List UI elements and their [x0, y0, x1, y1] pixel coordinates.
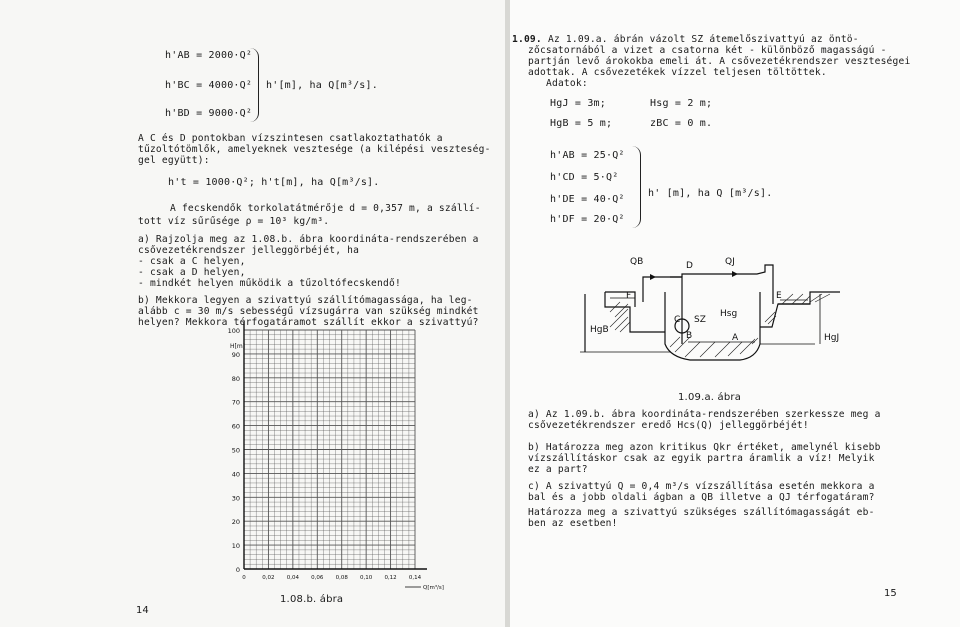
paragraph-line: gel együtt):: [138, 155, 210, 166]
label-hgb: HgB: [590, 325, 609, 335]
y-tick-label: 50: [231, 446, 240, 455]
right-bank-profile: [760, 292, 840, 327]
pump-diagram: [510, 232, 960, 392]
x-tick-label: 0,10: [360, 575, 373, 581]
y-axis-label: H[m]: [230, 343, 246, 350]
task-line: bal és a jobb oldali ágban a QB illetve a QJ térfogatáram?: [528, 492, 875, 503]
y-tick-label: 20: [231, 518, 240, 527]
y-tick-label: 30: [231, 494, 240, 503]
label-qb: QB: [630, 257, 644, 267]
intro-line: Az 1.09.a. ábrán vázolt SZ átemelőszivattyú az öntö-: [548, 34, 859, 45]
heading-number: 1.09.: [512, 34, 542, 45]
paragraph-line: A C és D pontokban vízszintesen csatlakoztathatók a: [138, 133, 443, 144]
page-number: 15: [884, 588, 897, 599]
pipe-riser: [670, 277, 682, 320]
task-line: ez a part?: [528, 464, 588, 475]
x-tick-label: 0,08: [335, 575, 348, 581]
data-hgb: HgB = 5 m;: [550, 118, 613, 129]
formula-hcd: h'CD = 5·Q²: [550, 172, 619, 183]
task-line: - csak a D helyen,: [138, 267, 246, 278]
paragraph-line: A fecskendők torkolatátmérője d = 0,357 m, a szállí-: [170, 203, 481, 214]
task-line: csővezetékrendszer jelleggörbéjét, ha: [138, 245, 360, 256]
formula-units: h'[m], ha Q[m³/s].: [266, 80, 378, 91]
label-f: F: [626, 291, 632, 301]
y-tick-label: 40: [231, 470, 240, 479]
formula-hbc: h'BC = 4000·Q²: [165, 80, 253, 91]
label-qj: QJ: [725, 257, 735, 267]
label-hgj: HgJ: [824, 333, 840, 343]
task-line: b) Határozza meg azon kritikus Qkr értéket, amelynél kisebb: [528, 442, 881, 453]
y-tick-label: 60: [231, 422, 240, 431]
task-line: a) Az 1.09.b. ábra koordináta-rendszerében szerkessze meg a: [528, 409, 881, 420]
y-tick-label: 70: [231, 398, 240, 407]
task-line: csővezetékrendszer eredő Hcs(Q) jelleggörbéjét!: [528, 420, 809, 431]
label-sz: SZ: [694, 315, 706, 325]
label-a: A: [732, 333, 739, 343]
label-e: E: [776, 291, 782, 301]
task-line: Határozza meg a szivattyú szükséges szállítómagasságát eb-: [528, 507, 875, 518]
task-line: helyen? Mekkora térfogatáramot szállít ekkor a szivattyú?: [138, 317, 479, 328]
label-c: C: [674, 315, 681, 325]
task-line: - mindkét helyen működik a tűzoltófecskendő!: [138, 278, 401, 289]
figure-caption: 1.09.a. ábra: [678, 392, 742, 403]
page-number: 14: [136, 605, 149, 616]
formula-hdf: h'DF = 20·Q²: [550, 214, 625, 225]
task-line: - csak a C helyen,: [138, 256, 246, 267]
task-line: b) Mekkora legyen a szivattyú szállítómagassága, ha leg-: [138, 295, 473, 306]
x-tick-label: 0,14: [408, 575, 422, 581]
task-line: c) A szivattyú Q = 0,4 m³/s vízszállítása esetén mekkora a: [528, 481, 875, 492]
y-tick-label: 0: [235, 566, 240, 574]
x-tick-label: 0,12: [384, 575, 397, 581]
task-line: vízszállításkor csak az egyik partra áramlik a víz! Melyik: [528, 453, 875, 464]
paragraph-line: tűzoltótömlők, amelyeknek vesztesége (a kilépési veszteség-: [138, 144, 491, 155]
label-hsg: Hsg: [720, 309, 738, 319]
right-page: [510, 0, 960, 627]
adatok-label: Adatok:: [546, 78, 588, 89]
y-tick-label: 80: [231, 374, 240, 383]
data-hsg: Hsg = 2 m;: [650, 98, 713, 109]
task-line: alább c = 30 m/s sebességű vízsugárra van szükség mindkét: [138, 306, 479, 317]
y-tick-label: 100: [227, 327, 240, 335]
brace-right: [632, 146, 641, 228]
x-tick-label: 0: [242, 575, 246, 581]
x-axis-label: Q[m³/s]: [423, 585, 444, 591]
formula-ht: h't = 1000·Q²; h't[m], ha Q[m³/s].: [168, 177, 380, 188]
figure-caption: 1.08.b. ábra: [280, 594, 344, 605]
pipe-left: [643, 277, 682, 302]
label-b: B: [686, 331, 693, 341]
paragraph-line: tott víz sűrűsége ρ = 10³ kg/m³.: [138, 216, 330, 227]
pipe-right: [682, 265, 773, 304]
label-d: D: [686, 261, 693, 271]
data-zbc: zBC = 0 m.: [650, 118, 713, 129]
y-tick-label: 10: [231, 542, 240, 551]
x-tick-label: 0,06: [311, 575, 324, 581]
formula-hab: h'AB = 2000·Q²: [165, 50, 253, 61]
data-hgj: HgJ = 3m;: [550, 98, 606, 109]
intro-line: partján levő árokokba emeli át. A csővezetékrendszer veszteségei: [528, 56, 911, 67]
formula-hab: h'AB = 25·Q²: [550, 150, 625, 161]
x-tick-label: 0,02: [262, 575, 275, 581]
y-tick-label: 90: [231, 350, 240, 359]
task-line: ben az esetben!: [528, 518, 618, 529]
formula-units: h' [m], ha Q [m³/s].: [648, 188, 773, 199]
formula-hde: h'DE = 40·Q²: [550, 194, 625, 205]
formula-hbd: h'BD = 9000·Q²: [165, 108, 253, 119]
x-tick-label: 0,04: [286, 575, 299, 581]
arrow-qb: [650, 274, 656, 280]
task-line: a) Rajzolja meg az 1.08.b. ábra koordináta-rendszerében a: [138, 234, 479, 245]
intro-line: zőcsatornából a vizet a csatorna két - különböző magasságú -: [528, 45, 887, 56]
arrow-qj: [732, 271, 738, 277]
channel-profile: [665, 292, 760, 360]
intro-line: adottak. A csővezetékek vízzel teljesen töltöttek.: [528, 67, 827, 78]
